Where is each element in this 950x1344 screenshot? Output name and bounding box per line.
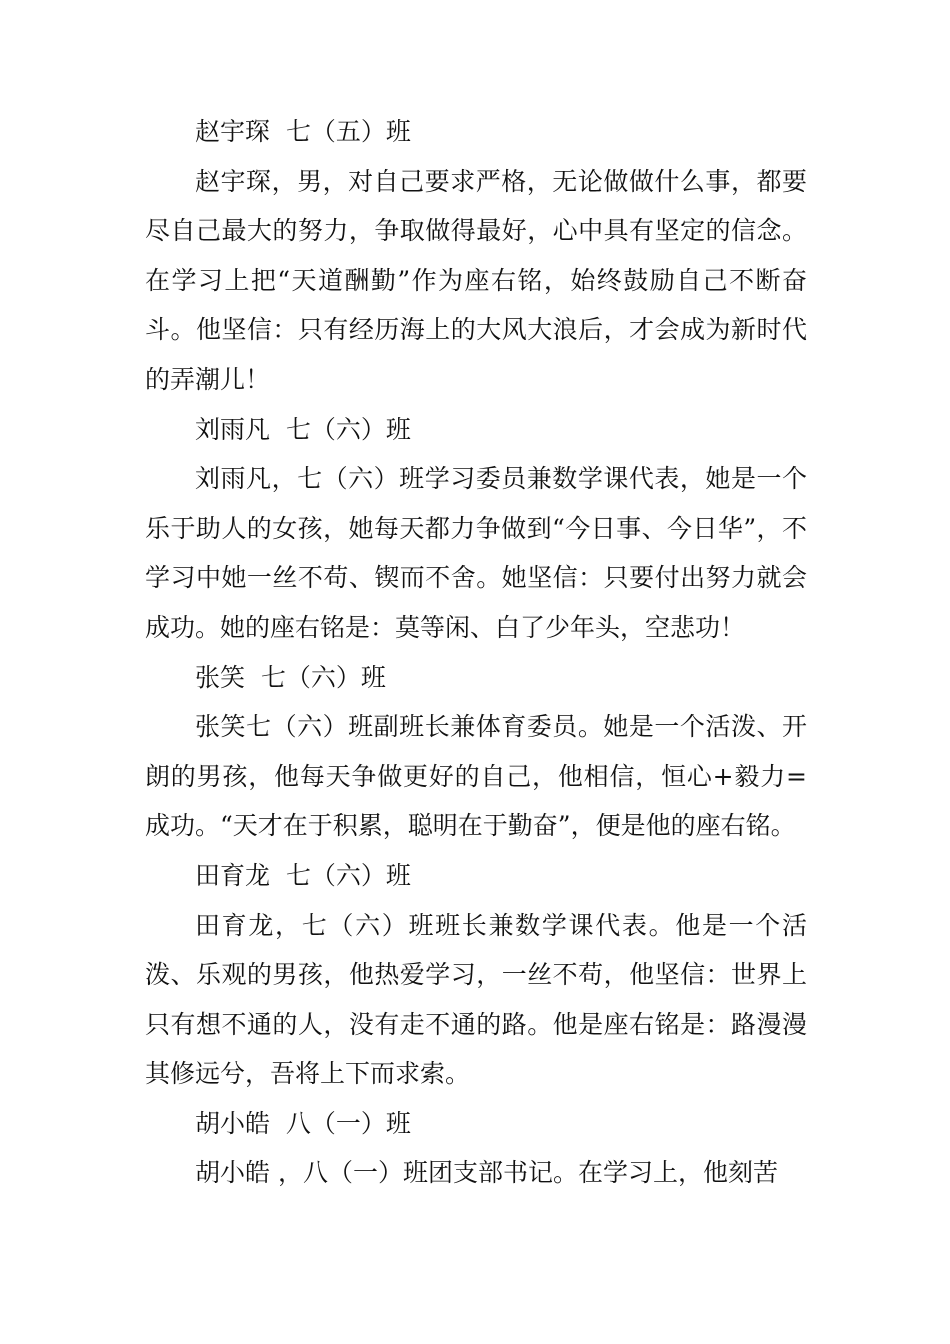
section-heading-liu-yufan: 刘雨凡 七（六）班	[195, 414, 411, 444]
section-body-tian-yulong: 田育龙，七（六）班班长兼数学课代表。他是一个活泼、乐观的男孩，他热爱学习，一丝不苟，他坚信：世界上只有想不通的人，没有走不通的路。他是座右铭是：路漫漫其修远兮，吾将上下而求索。	[145, 910, 807, 1089]
section-body-zhao-yuchen: 赵宇琛，男，对自己要求严格，无论做做什么事，都要尽自己最大的努力，争取做得最好，心中具有坚定的信念。在学习上把“天道酬勤”作为座右铭，始终鼓励自己不断奋斗。他坚信：只有经历海上的大风大浪后，才会成为新时代的弄潮儿！	[145, 166, 807, 394]
section-heading-zhang-xiao: 张笑 七（六）班	[195, 662, 386, 692]
section-heading-tian-yulong: 田育龙 七（六）班	[195, 860, 411, 890]
section-heading-hu-xiaohao: 胡小皓 八（一）班	[195, 1108, 411, 1138]
document-body	[145, 107, 807, 1198]
section-body-hu-xiaohao: 胡小皓 ，八（一）班团支部书记。在学习上，他刻苦	[195, 1158, 778, 1188]
section-body-zhang-xiao: 张笑七（六）班副班长兼体育委员。她是一个活泼、开朗的男孩，他每天争做更好的自己，他相信，恒心+毅力=成功。“天才在于积累，聪明在于勤奋”，便是他的座右铭。	[145, 712, 807, 841]
section-body-liu-yufan: 刘雨凡，七（六）班学习委员兼数学课代表，她是一个乐于助人的女孩，她每天都力争做到“今日事、今日华”，不学习中她一丝不苟、锲而不舍。她坚信：只要付出努力就会成功。她的座右铭是：莫等闲、白了少年头，空悲功！	[145, 464, 807, 642]
section-heading-zhao-yuchen: 赵宇琛 七（五）班	[195, 117, 411, 146]
